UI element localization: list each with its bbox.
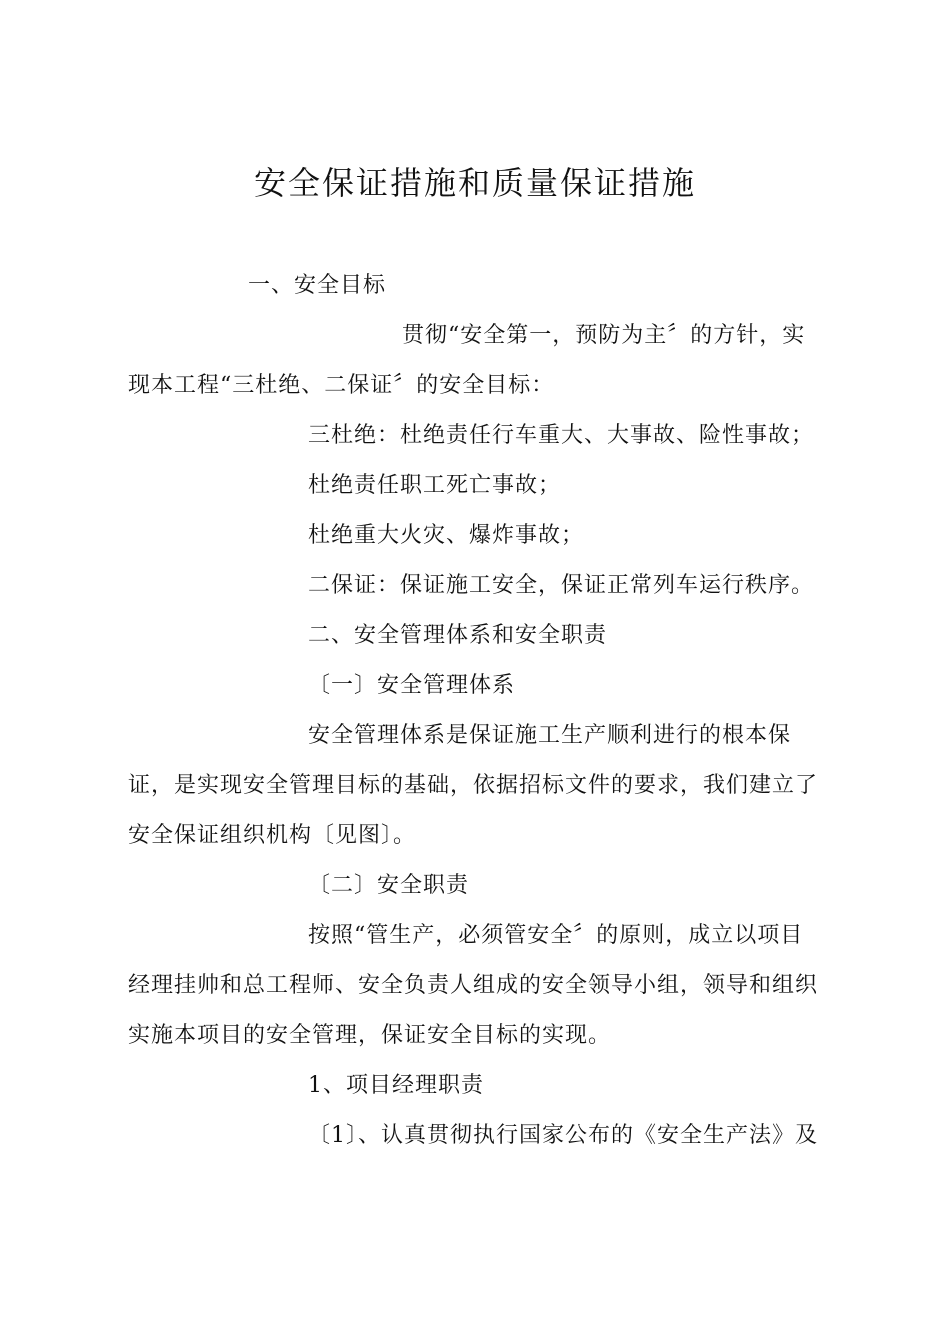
paragraph-line: 证，是实现安全管理目标的基础，依据招标文件的要求，我们建立了 bbox=[128, 773, 819, 798]
paragraph-line: 〔1〕、认真贯彻执行国家公布的《安全生产法》及 bbox=[308, 1123, 818, 1148]
paragraph-line: 安全管理体系是保证施工生产顺利进行的根本保 bbox=[308, 723, 792, 748]
paragraph-line: 二保证：保证施工安全，保证正常列车运行秩序。 bbox=[308, 573, 815, 598]
paragraph-line: 经理挂帅和总工程师、安全负责人组成的安全领导小组，领导和组织 bbox=[128, 973, 819, 998]
heading-safety-goal: 一、安全目标 bbox=[248, 273, 387, 298]
subheading-safety-duties: 〔二〕安全职责 bbox=[308, 873, 470, 898]
paragraph-line: 安全保证组织机构〔见图〕。 bbox=[128, 823, 417, 848]
paragraph-line: 杜绝重大火灾、爆炸事故； bbox=[308, 523, 585, 548]
paragraph-line: 贯彻“安全第一，预防为主〞的方针，实 bbox=[402, 323, 806, 348]
paragraph-line: 三杜绝：杜绝责任行车重大、大事故、险性事故； bbox=[308, 423, 815, 448]
paragraph-line: 现本工程“三杜绝、二保证〞的安全目标： bbox=[128, 373, 555, 398]
subheading-project-manager-duties: 1、项目经理职责 bbox=[308, 1073, 484, 1098]
paragraph-line: 实施本项目的安全管理，保证安全目标的实现。 bbox=[128, 1023, 612, 1048]
heading-safety-management: 二、安全管理体系和安全职责 bbox=[308, 623, 608, 648]
paragraph-line: 杜绝责任职工死亡事故； bbox=[308, 473, 562, 498]
document-title: 安全保证措施和质量保证措施 bbox=[253, 164, 696, 202]
paragraph-line: 按照“管生产，必须管安全〞的原则，成立以项目 bbox=[308, 923, 804, 948]
subheading-management-system: 〔一〕安全管理体系 bbox=[308, 673, 516, 698]
